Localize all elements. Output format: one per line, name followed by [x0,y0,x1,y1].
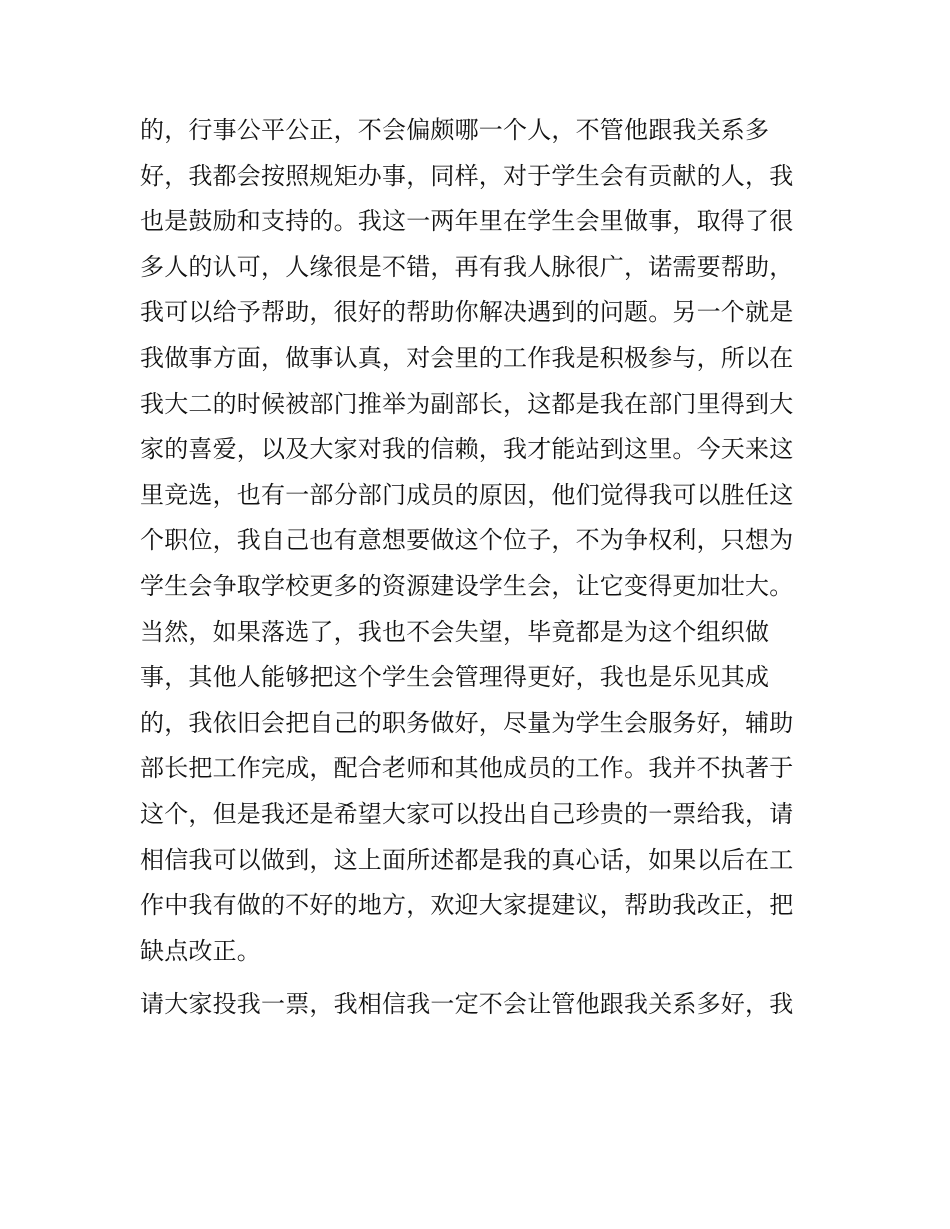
text-line: 我大二的时候被部门推举为副部长，这都是我在部门里得到大 [140,389,794,418]
text-line: 我可以给予帮助，很好的帮助你解决遇到的问题。另一个就是 [140,298,794,327]
text-line: 里竞选，也有一部分部门成员的原因，他们觉得我可以胜任这 [140,480,794,509]
text-line: 的，我依旧会把自己的职务做好，尽量为学生会服务好，辅助 [140,708,794,737]
paragraph-1 [140,108,820,974]
text-line: 学生会争取学校更多的资源建设学生会，让它变得更加壮大。 [140,571,794,600]
text-line: 也是鼓励和支持的。我这一两年里在学生会里做事，取得了很 [140,207,794,236]
document-body [140,108,820,1028]
paragraph-2 [140,982,820,1028]
text-line: 好，我都会按照规矩办事，同样，对于学生会有贡献的人，我 [140,161,794,190]
paragraph-gap [140,974,820,982]
text-line: 事，其他人能够把这个学生会管理得更好，我也是乐见其成 [140,663,770,692]
text-line: 我做事方面，做事认真，对会里的工作我是积极参与，所以在 [140,343,794,372]
text-line: 当然，如果落选了，我也不会失望，毕竟都是为这个组织做 [140,617,770,646]
text-line: 请大家投我一票，我相信我一定不会让管他跟我关系多好，我 [140,990,794,1019]
text-line: 多人的认可，人缘很是不错，再有我人脉很广，诺需要帮助， [140,252,794,281]
text-line: 这个，但是我还是希望大家可以投出自己珍贵的一票给我，请 [140,799,794,828]
text-line: 作中我有做的不好的地方，欢迎大家提建议，帮助我改正，把 [140,891,794,920]
text-line: 缺点改正。 [140,936,261,965]
text-line: 的，行事公平公正，不会偏颇哪一个人，不管他跟我关系多 [140,116,770,144]
text-line: 个职位，我自己也有意想要做这个位子，不为争权利，只想为 [140,526,794,555]
text-line: 相信我可以做到，这上面所述都是我的真心话，如果以后在工 [140,845,794,874]
text-line: 家的喜爱，以及大家对我的信赖，我才能站到这里。今天来这 [140,435,794,464]
text-line: 部长把工作完成，配合老师和其他成员的工作。我并不执著于 [140,754,794,783]
